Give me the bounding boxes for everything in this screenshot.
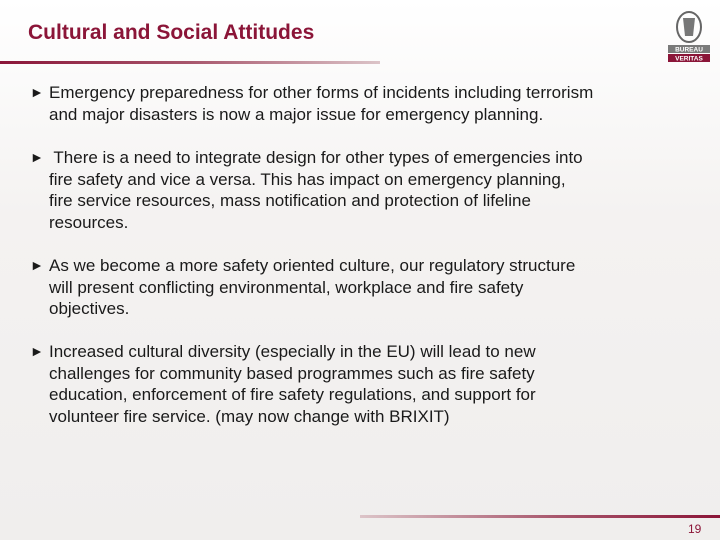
bullet-line: fire service resources, mass notification and protection of lifeline [49, 191, 531, 211]
footer-divider [360, 515, 720, 518]
bureau-veritas-logo [665, 6, 713, 64]
bullet-item [30, 255, 575, 320]
bullet-item [30, 82, 593, 125]
bullet-arrow-icon: ► [30, 257, 44, 273]
slide-title: Cultural and Social Attitudes [28, 21, 315, 44]
bullet-arrow-icon: ► [30, 149, 44, 165]
bullet-line: education, enforcement of fire safety regulations, and support for [49, 385, 536, 405]
bullet-item [30, 147, 583, 233]
bullet-line: fire safety and vice a versa. This has impact on emergency planning, [49, 169, 566, 189]
page-number: 19 [688, 522, 702, 536]
svg-text:VERITAS: VERITAS [675, 55, 703, 63]
bullet-arrow-icon: ► [30, 84, 44, 100]
title-divider [0, 61, 380, 64]
bullet-line: Emergency preparedness for other forms of incidents including terrorism [49, 83, 594, 102]
bullet-line: There is a need to integrate design for other types of emergencies into [49, 148, 583, 167]
bullet-line: As we become a more safety oriented culture, our regulatory structure [49, 256, 576, 275]
bullet-line: objectives. [49, 299, 130, 319]
bullet-line: Increased cultural diversity (especially in the EU) will lead to new [49, 342, 536, 361]
bullet-line: volunteer fire service. (may now change with BRIXIT) [49, 406, 450, 426]
bullet-item [30, 341, 536, 427]
svg-text:BUREAU: BUREAU [675, 46, 703, 54]
bullet-line: resources. [49, 212, 129, 232]
bullet-arrow-icon: ► [30, 343, 44, 359]
bullet-line: and major disasters is now a major issue for emergency planning. [49, 104, 544, 124]
bullet-line: challenges for community based programmes such as fire safety [49, 363, 535, 383]
bullet-line: will present conflicting environmental, workplace and fire safety [49, 277, 524, 297]
